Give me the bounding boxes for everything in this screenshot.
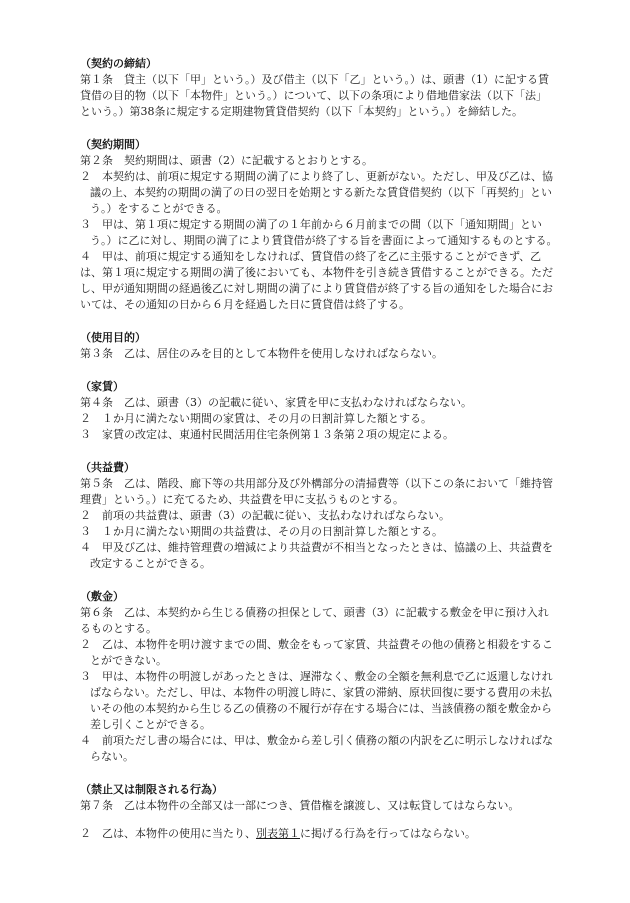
article-7 [80, 782, 558, 842]
article-text: 第３条 乙は、居住のみを目的として本物件を使用しなければならない。 [80, 347, 443, 360]
spacer [80, 814, 558, 826]
article-paragraph: ３ 甲は、第１項に規定する期間の満了の１年前から６月前までの間（以下「通知期間」という。）に乙に対し、期間の満了により賃貸借が終了する旨を書面によって通知するものとする。 [80, 218, 558, 247]
article-paragraph: ２ 本契約は、前項に規定する期間の満了により終了し、更新がない。ただし、甲及び乙は、協議の上、本契約の期間の満了の日の翌日を始期とする新たな賃貸借契約（以下「再契約」という。）をすることができる。 [80, 170, 553, 215]
article-2 [80, 137, 558, 313]
article-text: 第５条 乙は、階段、廊下等の共用部分及び外構部分の清掃費等（以下この条において「維持管理費」という。）に充てるため、共益費を甲に支払うものとする。 [80, 477, 553, 506]
article-paragraph [80, 826, 558, 842]
paragraph-text: ２ 乙は、本物件の使用に当たり、 [80, 827, 256, 840]
article-paragraph: ４ 甲は、前項に規定する通知をしなければ、賃貸借の終了を乙に主張することができず、乙は、第１項に規定する期間の満了後においても、本物件を引き続き賃借することができる。ただし、甲が通知期間の経過後乙に対し期間の満了により賃貸借が終了する旨の通知をした場合においては、その通知の日から６月を経過した日に賃貸借は終了する。 [80, 250, 553, 311]
article-paragraph: ４ 甲及び乙は、維持管理費の増減により共益費が不相当となったときは、協議の上、共益費を改定することができる。 [80, 541, 553, 570]
article-text: 第４条 乙は、頭書（3）の記載に従い、家賃を甲に支払わなければならない。 [80, 396, 472, 409]
article-3 [80, 330, 558, 362]
article-paragraph: ２ 前項の共益費は、頭書（3）の記載に従い、支払わなければならない。 [80, 509, 450, 522]
article-1 [80, 56, 558, 120]
section-heading: （禁止又は制限される行為） [80, 783, 223, 796]
section-heading: （使用目的） [80, 331, 146, 344]
article-paragraph: ３ １か月に満たない期間の共益費は、その月の日割計算した額とする。 [80, 525, 443, 538]
article-text: 第６条 乙は、本契約から生じる債務の担保として、頭書（3）に記載する敷金を甲に預け入れるものとする。 [80, 606, 549, 635]
article-4 [80, 379, 558, 443]
article-paragraph: ３ 家賃の改定は、東通村民間活用住宅条例第１３条第２項の規定による。 [80, 428, 454, 441]
article-text: 第２条 契約期間は、頭書（2）に記載するとおりとする。 [80, 154, 373, 167]
appendix-table-1-link[interactable]: 別表第１ [256, 827, 300, 840]
article-paragraph: ２ １か月に満たない期間の家賃は、その月の日割計算した額とする。 [80, 412, 432, 425]
section-heading: （家賃） [80, 380, 124, 393]
article-paragraph: ４ 前項ただし書の場合には、甲は、敷金から差し引く債務の額の内訳を乙に明示しなければならない。 [80, 734, 553, 763]
section-heading: （契約期間） [80, 138, 146, 151]
section-heading: （共益費） [80, 461, 135, 474]
paragraph-text: に掲げる行為を行ってはならない。 [300, 827, 476, 840]
document-page [80, 56, 558, 859]
section-heading: （契約の締結） [80, 57, 157, 70]
article-paragraph: ２ 乙は、本物件を明け渡すまでの間、敷金をもって家賃、共益費その他の債務と相殺をすることができない。 [80, 638, 553, 667]
article-6 [80, 589, 558, 765]
article-paragraph: ３ 甲は、本物件の明渡しがあったときは、遅滞なく、敷金の全額を無利息で乙に返還しなければならない。ただし、甲は、本物件の明渡し時に、家賃の滞納、原状回復に要する費用の未払いその他の本契約から生じる乙の債務の不履行が存在する場合には、当該債務の額を敷金から差し引くことができる。 [80, 670, 553, 731]
section-heading: （敷金） [80, 590, 124, 603]
article-text: 第１条 貸主（以下「甲」という。）及び借主（以下「乙」という。）は、頭書（1）に記する賃貸借の目的物（以下「本物件」という。）について、以下の条項により借地借家法（以下「法」という。）第38条に規定する定期建物賃貸借契約（以下「本契約」という。）を締結した。 [80, 73, 549, 118]
article-5 [80, 460, 558, 572]
article-text: 第７条 乙は本物件の全部又は一部につき、賃借権を譲渡し、又は転貸してはならない。 [80, 799, 520, 812]
